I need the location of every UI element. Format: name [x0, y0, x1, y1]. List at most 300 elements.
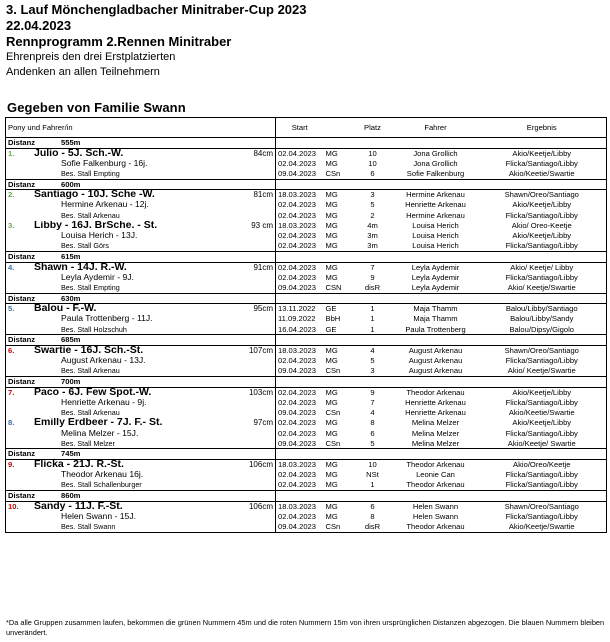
distance-row-blank: [394, 293, 478, 304]
entry-horse-cell: [6, 190, 276, 200]
distance-row-blank: [478, 293, 607, 304]
horse-line: [8, 221, 273, 231]
entry-row: [6, 356, 607, 366]
race-result: Akio/ Oreo-Keetje: [478, 221, 607, 231]
race-result: Balou/Dipsy/Gigolo: [478, 324, 607, 334]
race-result: Flicka/Santiago/Libby: [478, 159, 607, 169]
start-date: 09.04.2023: [278, 438, 317, 448]
entry-horse-cell: [6, 418, 276, 428]
race-location: MG: [325, 418, 338, 428]
horse-line: [8, 418, 273, 428]
entry-horse-cell: [6, 408, 276, 418]
entry-horse-cell: [6, 314, 276, 324]
horse-title: [8, 460, 124, 470]
race-location: MG: [325, 346, 338, 356]
start-date: 02.04.2023: [278, 200, 317, 210]
placement: 1: [370, 304, 375, 314]
placement: 9: [370, 272, 375, 282]
col-header-start: Start: [276, 118, 324, 138]
prize-line-1: Ehrenpreis den drei Erstplatzierten: [6, 51, 176, 63]
horse-title: [8, 388, 151, 398]
distance-row-blank: [352, 179, 394, 190]
distance-row-blank: [394, 179, 478, 190]
entry-row: [6, 231, 607, 241]
placement: 8: [370, 418, 375, 428]
start-date: 02.04.2023: [278, 148, 317, 158]
placement: 10: [368, 148, 377, 158]
race-result: Flicka/Santiago/Libby: [478, 210, 607, 220]
horse-line: [8, 149, 273, 159]
distance-row-blank: [394, 449, 478, 460]
rider-name: Louisa Herich - 13J.: [61, 230, 138, 241]
entry-horse-cell: [6, 470, 276, 480]
distance-row: [6, 138, 607, 149]
start-date: 02.04.2023: [278, 470, 317, 480]
distance-row: [6, 293, 607, 304]
distance-row-blank: [324, 490, 352, 501]
race-location: MG: [325, 272, 338, 282]
horse-height: 103cm: [248, 387, 273, 397]
rider-name: August Arkenau - 13J.: [61, 355, 146, 366]
race-location: CSn: [325, 366, 341, 376]
race-location: CSn: [325, 407, 341, 417]
race-result: Balou/Libby/Santiago: [478, 304, 607, 314]
distance-value: 745m: [61, 449, 81, 459]
horse-height: 106cm: [248, 501, 273, 511]
distance-label: Distanz: [8, 179, 36, 189]
distance-cell: [6, 179, 276, 190]
race-location: GE: [325, 324, 337, 334]
driver-name: Melina Melzer: [411, 438, 460, 448]
distance-row-blank: [324, 293, 352, 304]
entry-horse-cell: [6, 460, 276, 470]
horse-height: 106cm: [248, 460, 273, 470]
start-date: 16.04.2023: [278, 324, 317, 334]
entry-row: [6, 273, 607, 283]
placement: 8: [370, 511, 375, 521]
stall-owner: Bes. Stall Arkenau: [61, 407, 120, 417]
driver-name: Theodor Arkenau: [406, 480, 465, 490]
race-program: Rennprogramm 2.Rennen Minitraber: [6, 34, 232, 49]
race-result: Akio/Keetje/Swartie: [478, 522, 607, 532]
distance-row-blank: [276, 293, 324, 304]
horse-name: Santiago - 10J. Sche -W.: [34, 189, 155, 201]
placement: 3: [370, 366, 375, 376]
race-result: Akio/Keetje/Libby: [478, 418, 607, 428]
rider-name: Leyla Aydemir - 9J.: [61, 272, 134, 282]
driver-name: August Arkenau: [408, 356, 463, 366]
start-number: 9.: [8, 460, 15, 470]
horse-height: 95cm: [253, 304, 273, 314]
distance-row-blank: [394, 138, 478, 149]
race-location: MG: [325, 190, 338, 200]
driver-name: Leyla Aydemir: [411, 272, 460, 282]
distance-row-blank: [324, 252, 352, 263]
entry-horse-cell: [6, 397, 276, 407]
horse-name: Libby - 16J. BrSche. - St.: [34, 220, 158, 231]
entry-row: [6, 522, 607, 532]
distance-row: [6, 335, 607, 346]
placement: 3: [370, 190, 375, 200]
race-location: MG: [325, 148, 338, 158]
distance-label: Distanz: [8, 293, 36, 303]
driver-name: Theodor Arkenau: [406, 460, 465, 470]
race-location: CSn: [324, 522, 352, 532]
distance-row-blank: [478, 490, 607, 501]
placement: 2: [370, 210, 375, 220]
distance-row-blank: [324, 179, 352, 190]
start-date: 02.04.2023: [278, 397, 317, 407]
distance-row-blank: [324, 449, 352, 460]
entry-horse-cell: [6, 522, 276, 532]
entry-horse-cell: [6, 221, 276, 231]
placement: 7: [370, 397, 375, 407]
horse-line: [8, 190, 273, 200]
distance-row-blank: [394, 376, 478, 387]
rider-name: Melina Melzer - 15J.: [61, 428, 139, 438]
race-location: MG: [325, 501, 338, 511]
stall-owner: Bes. Stall Schallenburger: [61, 480, 142, 490]
distance-row-blank: [352, 293, 394, 304]
race-result: Akio/ Keetje/Swartie: [478, 283, 607, 293]
horse-title: [8, 221, 157, 231]
distance-value: 860m: [61, 490, 81, 500]
race-result: Flicka/Santiago/Libby: [478, 397, 607, 407]
placement: 10: [368, 460, 377, 470]
race-program-table: [5, 117, 607, 533]
distance-row-blank: [276, 376, 324, 387]
race-result: Akio/Keetie/Swartie: [478, 408, 607, 418]
horse-height: 93 cm: [251, 220, 273, 230]
start-number: 7.: [8, 387, 15, 397]
stall-owner: Bes. Stall Swann: [61, 521, 116, 531]
col-header-horse: Pony und Fahrer/in: [6, 118, 276, 138]
entry-horse-cell: [6, 200, 276, 210]
entry-horse-cell: [6, 366, 276, 376]
race-location: BbH: [325, 314, 341, 324]
entry-row: [6, 210, 607, 220]
driver-name: Helen Swann: [412, 501, 459, 511]
start-date: 02.04.2023: [278, 210, 317, 220]
driver-name: Hermine Arkenau: [406, 190, 465, 200]
race-result: Akio/Keetje/Libby: [478, 387, 607, 397]
entry-horse-cell: [6, 304, 276, 314]
start-date: 09.04.2023: [278, 407, 317, 417]
horse-name: Julio - 5J. Sch.-W.: [34, 148, 124, 159]
start-date: 18.03.2023: [278, 220, 317, 230]
race-table-body: [6, 118, 607, 533]
driver-name: Melina Melzer: [411, 428, 460, 438]
horse-line: [8, 263, 273, 273]
horse-height: 84cm: [253, 148, 273, 158]
entry-row: [6, 387, 607, 397]
driver-name: Jona Grollich: [413, 148, 458, 158]
entry-horse-cell: [6, 501, 276, 511]
distance-row-blank: [352, 376, 394, 387]
race-result: Shawn/Oreo/Santiago: [478, 345, 607, 355]
distance-cell: [6, 449, 276, 460]
entry-horse-cell: [6, 169, 276, 179]
horse-height: 107cm: [248, 346, 273, 356]
entry-horse-cell: [6, 210, 276, 220]
entry-horse-cell: [6, 273, 276, 283]
entry-row: [6, 304, 607, 314]
placement: NSt: [366, 470, 379, 480]
race-location: MG: [325, 210, 338, 220]
distance-label: Distanz: [8, 449, 36, 459]
distance-cell: [6, 293, 276, 304]
entry-row: [6, 470, 607, 480]
distance-row-blank: [276, 335, 324, 346]
stall-owner: Bes. Stall Görs: [61, 241, 109, 251]
rider-name: Henriette Arkenau - 9j.: [61, 397, 147, 407]
race-location: MG: [325, 220, 338, 230]
distance-row-blank: [324, 335, 352, 346]
race-location: MG: [325, 200, 338, 210]
entry-row: [6, 501, 607, 511]
start-number: 8.: [8, 418, 15, 428]
distance-label: Distanz: [8, 376, 36, 386]
driver-name: Helen Swann: [412, 511, 459, 521]
race-result: Flicka/Santiago/Libby: [478, 241, 607, 251]
horse-name: Paco - 6J. Few Spot.-W.: [34, 387, 152, 398]
race-result: Shawn/Oreo/Santiago: [478, 190, 607, 200]
distance-row-blank: [478, 138, 607, 149]
horse-line: [8, 460, 273, 470]
race-location: MG: [325, 397, 338, 407]
race-location: MG: [325, 387, 338, 397]
entry-row: [6, 169, 607, 179]
entry-horse-cell: [6, 283, 276, 293]
distance-label: Distanz: [8, 138, 36, 147]
entry-horse-cell: [6, 511, 276, 521]
race-result: Akio/Keetje/Libby: [478, 148, 607, 158]
entry-row: [6, 200, 607, 210]
entry-row: [6, 221, 607, 231]
distance-row-blank: [394, 490, 478, 501]
placement: 5: [370, 200, 375, 210]
race-result: Akio/Keetje/Libby: [478, 200, 607, 210]
race-location: MG: [325, 158, 338, 168]
race-location: MG: [325, 428, 338, 438]
horse-title: [8, 304, 96, 314]
distance-row-blank: [276, 449, 324, 460]
entry-horse-cell: [6, 439, 276, 449]
driver-name: Maja Thamm: [413, 304, 458, 314]
entry-row: [6, 408, 607, 418]
sponsor-line: Gegeben von Familie Swann: [7, 100, 186, 115]
entry-row: [6, 439, 607, 449]
col-header-rider: Fahrer: [394, 118, 478, 138]
start-date: 13.11.2022: [278, 304, 316, 314]
entry-row: [6, 460, 607, 470]
placement: 4: [370, 407, 375, 417]
horse-line: [8, 304, 273, 314]
race-result: Flicka/Santiago/Libby: [478, 511, 607, 521]
horse-name: Balou - F.-W.: [34, 303, 97, 315]
entry-horse-cell: [6, 241, 276, 251]
distance-cell: [6, 490, 276, 501]
entry-horse-cell: [6, 324, 276, 334]
driver-name: Hermine Arkenau: [406, 210, 465, 220]
start-date: 09.04.2023: [276, 522, 324, 532]
col-header-result: Ergebnis: [478, 118, 607, 138]
col-header-spacer: [324, 118, 352, 138]
driver-name: Leonie Can: [416, 470, 455, 480]
entry-row: [6, 428, 607, 438]
entry-horse-cell: [6, 148, 276, 158]
entry-row: [6, 190, 607, 200]
driver-name: Henriette Arkenau: [405, 397, 466, 407]
race-result: Balou/Libby/Sandy: [478, 314, 607, 324]
race-result: Flicka/Santiago/Libby: [478, 480, 607, 490]
stall-owner: Bes. Stall Empting: [61, 282, 120, 292]
distance-value: 615m: [61, 252, 81, 262]
entry-row: [6, 159, 607, 169]
entry-horse-cell: [6, 428, 276, 438]
distance-value: 700m: [61, 376, 81, 386]
race-result: Akio/ Keetje/ Libby: [478, 262, 607, 272]
distance-row-blank: [276, 179, 324, 190]
distance-cell: [6, 138, 276, 149]
stall-owner: Bes. Stall Holzschuh: [61, 324, 127, 334]
distance-row-blank: [478, 335, 607, 346]
horse-line: [8, 388, 273, 398]
race-location: MG: [325, 241, 338, 251]
start-date: 18.03.2023: [278, 501, 317, 511]
horse-line: [8, 502, 273, 512]
placement: 6: [370, 428, 375, 438]
distance-row-blank: [276, 138, 324, 149]
stall-owner: Bes. Stall Melzer: [61, 438, 115, 448]
distance-row-blank: [352, 449, 394, 460]
start-number: 5.: [8, 304, 15, 314]
driver-name: Henriette Arkenau: [405, 407, 466, 417]
start-date: 02.04.2023: [278, 262, 317, 272]
race-date: 22.04.2023: [6, 18, 72, 33]
driver-name: Paula Trottenberg: [405, 324, 466, 334]
placement: 4: [370, 346, 375, 356]
distance-row-blank: [324, 376, 352, 387]
document-header: [6, 2, 606, 80]
entry-row: [6, 324, 607, 334]
horse-title: [8, 502, 123, 512]
start-date: 09.04.2023: [278, 282, 317, 292]
race-location: MG: [325, 480, 338, 490]
race-result: Akio/ Keetje/Swartie: [478, 366, 607, 376]
entry-row: [6, 345, 607, 355]
placement: 1: [370, 324, 375, 334]
distance-row: [6, 490, 607, 501]
placement: 7: [370, 262, 375, 272]
rider-name: Theodor Arkenau 16j.: [61, 469, 144, 480]
race-location: MG: [325, 511, 338, 521]
driver-name: August Arkenau: [408, 366, 463, 376]
start-date: 09.04.2023: [278, 366, 317, 376]
distance-row-blank: [478, 252, 607, 263]
entry-row: [6, 480, 607, 490]
placement: 10: [368, 158, 377, 168]
placement: 1: [370, 480, 375, 490]
driver-name: Maja Thamm: [413, 314, 458, 324]
entry-row: [6, 366, 607, 376]
table-header-row: [6, 118, 607, 138]
entry-horse-cell: [6, 345, 276, 355]
entry-row: [6, 397, 607, 407]
distance-row-blank: [478, 376, 607, 387]
placement: 5: [370, 356, 375, 366]
distance-value: 685m: [61, 335, 81, 345]
race-location: CSn: [325, 438, 341, 448]
start-date: 02.04.2023: [278, 231, 317, 241]
driver-name: Leyla Aydemir: [411, 282, 460, 292]
entry-horse-cell: [6, 356, 276, 366]
distance-row-blank: [352, 138, 394, 149]
race-location: CSN: [325, 282, 342, 292]
distance-value: 555m: [61, 138, 81, 147]
placement: 5: [370, 438, 375, 448]
distance-cell: [6, 335, 276, 346]
entry-row: [6, 148, 607, 158]
distance-row-blank: [324, 138, 352, 149]
distance-row: [6, 449, 607, 460]
start-date: 18.03.2023: [278, 460, 317, 470]
entry-row: [6, 418, 607, 428]
race-location: MG: [325, 231, 338, 241]
distance-row: [6, 179, 607, 190]
distance-row-blank: [394, 252, 478, 263]
horse-name: Emilly Erdbeer - 7J. F.- St.: [34, 417, 163, 429]
start-number: 10.: [8, 501, 19, 511]
race-result: Akio/Oreo/Keetje: [478, 460, 607, 470]
race-result: Flicka/Santiago/Libby: [478, 428, 607, 438]
horse-name: Flicka - 21J. R.-St.: [34, 459, 124, 470]
start-date: 11.09.2022: [278, 314, 316, 324]
distance-value: 630m: [61, 293, 81, 303]
distance-label: Distanz: [8, 335, 36, 345]
stall-owner: Bes. Stall Arkenau: [61, 366, 120, 376]
placement: 3m: [367, 231, 378, 241]
driver-name: Louisa Herich: [412, 220, 459, 230]
race-result: Akio/Keetie/Swartie: [478, 169, 607, 179]
col-header-place: Platz: [352, 118, 394, 138]
rider-name: Paula Trottenberg - 11J.: [61, 314, 153, 324]
start-number: 6.: [8, 346, 15, 356]
stall-owner: Bes. Stall Empting: [61, 168, 120, 178]
race-result: Flicka/Santiago/Libby: [478, 470, 607, 480]
race-result: Shawn/Oreo/Santiago: [478, 501, 607, 511]
entry-horse-cell: [6, 231, 276, 241]
distance-label: Distanz: [8, 490, 36, 500]
driver-name: Louisa Herich: [412, 231, 459, 241]
race-location: MG: [325, 262, 338, 272]
prize-line-2: Andenken an allen Teilnehmern: [6, 66, 160, 78]
horse-title: [8, 418, 162, 428]
distance-row-blank: [276, 252, 324, 263]
start-number: 1.: [8, 148, 15, 158]
driver-name: Sofie Falkenburg: [406, 168, 465, 178]
horse-height: 81cm: [253, 190, 273, 200]
driver-name: Theodor Arkenau: [394, 522, 478, 532]
driver-name: August Arkenau: [408, 346, 463, 356]
distance-row-blank: [394, 335, 478, 346]
start-date: 09.04.2023: [278, 168, 317, 178]
placement: disR: [352, 522, 394, 532]
distance-row-blank: [352, 252, 394, 263]
race-result: Flicka/Santiago/Libby: [478, 273, 607, 283]
entry-row: [6, 262, 607, 272]
start-number: 2.: [8, 190, 15, 200]
